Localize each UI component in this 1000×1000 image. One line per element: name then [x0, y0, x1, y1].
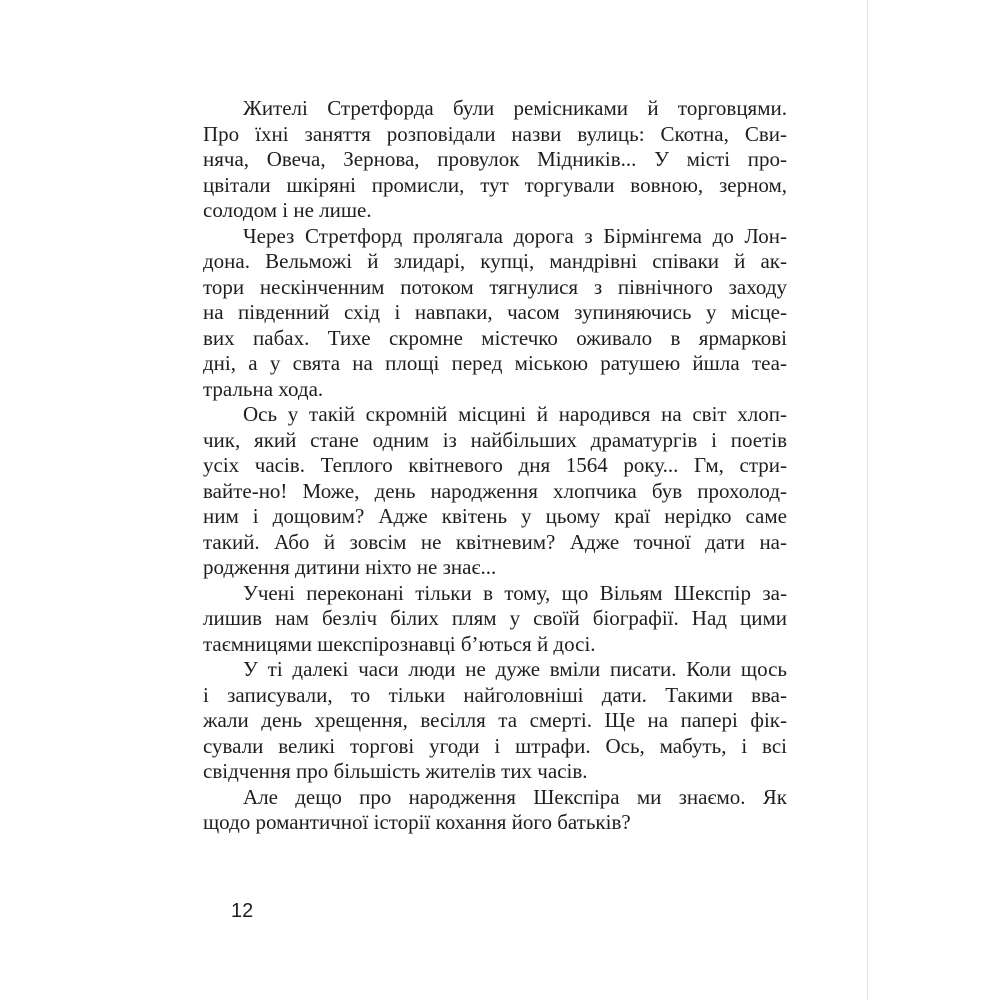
text-line: лишив нам безліч білих плям у своїй біографії. Над цими: [203, 606, 787, 630]
text-line: вайте-но! Може, день народження хлопчика був прохолод-: [203, 478, 787, 503]
text-line: чик, який стане одним із найбільших драматургів і поетів: [203, 427, 787, 452]
text-line: щодо романтичної історії кохання його батьків?: [203, 810, 631, 834]
text-line: такий. Або й зовсім не квітневим? Адже точної дати на-: [203, 529, 787, 554]
text-line: і записували, то тільки найголовніші дати. Такими вва-: [203, 682, 787, 707]
text-line: солодом і не лише.: [203, 198, 372, 222]
paragraph: [203, 581, 787, 658]
paragraph: [203, 785, 787, 836]
text-line: У ті далекі часи люди не дуже вміли писати. Коли щось: [243, 657, 787, 681]
text-line: таємницями шекспірознавці б’ються й досі.: [203, 631, 596, 656]
text-line: цвітали шкіряні промисли, тут торгували вовною, зерном,: [203, 172, 787, 197]
text-line: Жителі Стретфорда були ремісниками й торговцями.: [243, 96, 787, 120]
text-line: Але дещо про народження Шекспіра ми знаємо. Як: [243, 784, 787, 809]
text-line: на південний схід і навпаки, часом зупиняючись у місце-: [203, 300, 787, 324]
text-line: тральна хода.: [203, 376, 324, 401]
paragraph: [203, 402, 787, 581]
text-line: ним і дощовим? Адже квітень у цьому краї нерідко саме: [203, 504, 787, 528]
text-line: Через Стретфорд пролягала дорога з Бірмінгема до Лон-: [243, 223, 787, 248]
text-line: Учені переконані тільки в тому, що Вільям Шекспір за-: [243, 580, 787, 605]
paragraph: [203, 657, 787, 785]
text-line: жали день хрещення, весілля та смерті. Ще на папері фік-: [203, 708, 787, 732]
text-line: Ось у такій скромній місцині й народився на світ хлоп-: [243, 402, 787, 426]
text-line: няча, Овеча, Зернова, провулок Мідників... У місті про-: [203, 147, 787, 171]
paragraph: [203, 96, 787, 224]
text-line: свідчення про більшість жителів тих часів.: [203, 759, 588, 783]
text-line: Про їхні заняття розповідали назви вулиць: Скотна, Сви-: [203, 121, 787, 146]
text-line: дона. Вельможі й злидарі, купці, мандрівні співаки й ак-: [203, 249, 787, 273]
text-line: вих пабах. Тихе скромне містечко оживало в ярмаркові: [203, 325, 787, 350]
page-edge-line: [867, 0, 868, 1000]
text-line: сували великі торгові угоди і штрафи. Ось, мабуть, і всі: [203, 733, 787, 758]
paragraph: [203, 224, 787, 403]
page-number: 12: [231, 900, 254, 922]
body-text: [203, 96, 787, 836]
text-line: родження дитини ніхто не знає...: [203, 555, 497, 579]
text-line: усіх часів. Теплого квітневого дня 1564 року... Гм, стри-: [203, 453, 787, 477]
text-line: дні, а у свята на площі перед міською ратушею йшла теа-: [203, 351, 787, 375]
text-line: тори нескінченним потоком тягнулися з північного заходу: [203, 274, 787, 299]
